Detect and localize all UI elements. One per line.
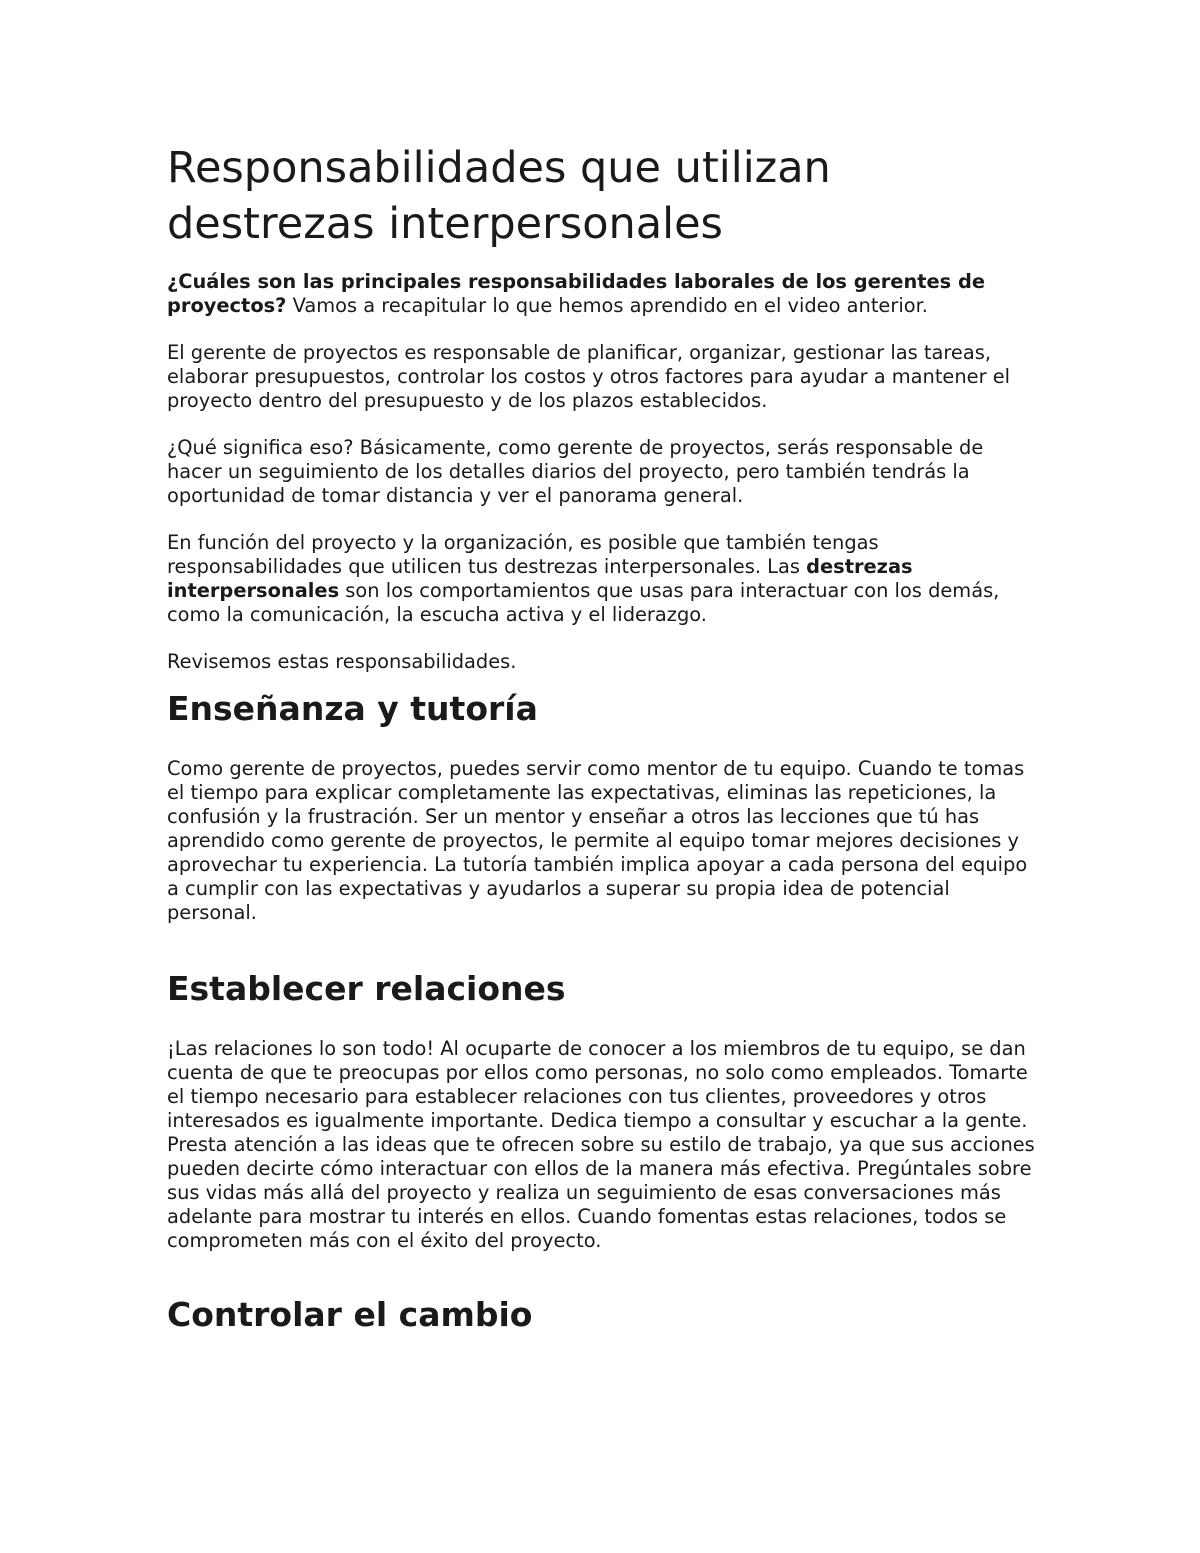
intro-question: ¿Cuáles son las principales responsabilidades laborales de los gerentes de proyectos? xyxy=(167,270,985,317)
interpersonal-skills-term: destrezas interpersonales xyxy=(167,555,913,602)
intro-paragraph xyxy=(167,270,1037,318)
document-page xyxy=(167,140,1037,1363)
section-body-teaching: Como gerente de proyectos, puedes servir como mentor de tu equipo. Cuando te tomas el tiempo para explicar completamente las expectativas, eliminas las repeticiones, la confusión y la frustración. Ser un mentor y enseñar a otros las lecciones que tú has aprendido como gerente de proyectos, le permite al equipo tomar mejores decisiones y aprovechar tu experiencia. La tutoría también implica apoyar a cada persona del equipo a cumplir con las expectativas y ayudarlos a superar su propia idea de potencial personal. xyxy=(167,757,1028,924)
paragraph-review: Revisemos estas responsabilidades. xyxy=(167,650,517,673)
intro-text: Vamos a recapitular lo que hemos aprendido en el video anterior. xyxy=(286,294,928,317)
section-body-relationships: ¡Las relaciones lo son todo! Al ocuparte de conocer a los miembros de tu equipo, se dan cuenta de que te preocupas por ellos como personas, no solo como empleados. Tomarte el tiempo necesario para establecer relaciones con tus clientes, proveedores y otros interesados es igualmente importante. Dedica tiempo a consultar y escuchar a la gente. Presta atención a las ideas que te ofrecen sobre su estilo de trabajo, ya que sus acciones pueden decirte cómo interactuar con ellos de la manera más efectiva. Pregúntales sobre sus vidas más allá del proyecto y realiza un seguimiento de esas conversaciones más adelante para mostrar tu interés en ellos. Cuando fomentas estas relaciones, todos se comprometen más con el éxito del proyecto. xyxy=(167,1037,1035,1252)
section-heading-relationships: Establecer relaciones xyxy=(167,969,566,1008)
section-heading-teaching: Enseñanza y tutoría xyxy=(167,689,538,728)
paragraph-responsibilities: El gerente de proyectos es responsable de planificar, organizar, gestionar las tareas, elaborar presupuestos, controlar los costos y otros factores para ayudar a mantener el proyecto dentro del presupuesto y de los plazos establecidos. xyxy=(167,341,1011,412)
paragraph-interpersonal-text-1: En función del proyecto y la organización, es posible que también tengas responsabilidades que utilicen tus destrezas interpersonales. Las xyxy=(167,531,879,578)
paragraph-meaning: ¿Qué significa eso? Básicamente, como gerente de proyectos, serás responsable de hacer un seguimiento de los detalles diarios del proyecto, pero también tendrás la oportunidad de tomar distancia y ver el panorama general. xyxy=(167,436,984,507)
section-heading-change: Controlar el cambio xyxy=(167,1295,533,1334)
paragraph-interpersonal-skills xyxy=(167,531,1037,627)
paragraph-interpersonal-text-2: son los comportamientos que usas para interactuar con los demás, como la comunicación, la escucha activa y el liderazgo. xyxy=(167,579,1000,626)
document-title: Responsabilidades que utilizan destrezas interpersonales xyxy=(167,143,831,249)
